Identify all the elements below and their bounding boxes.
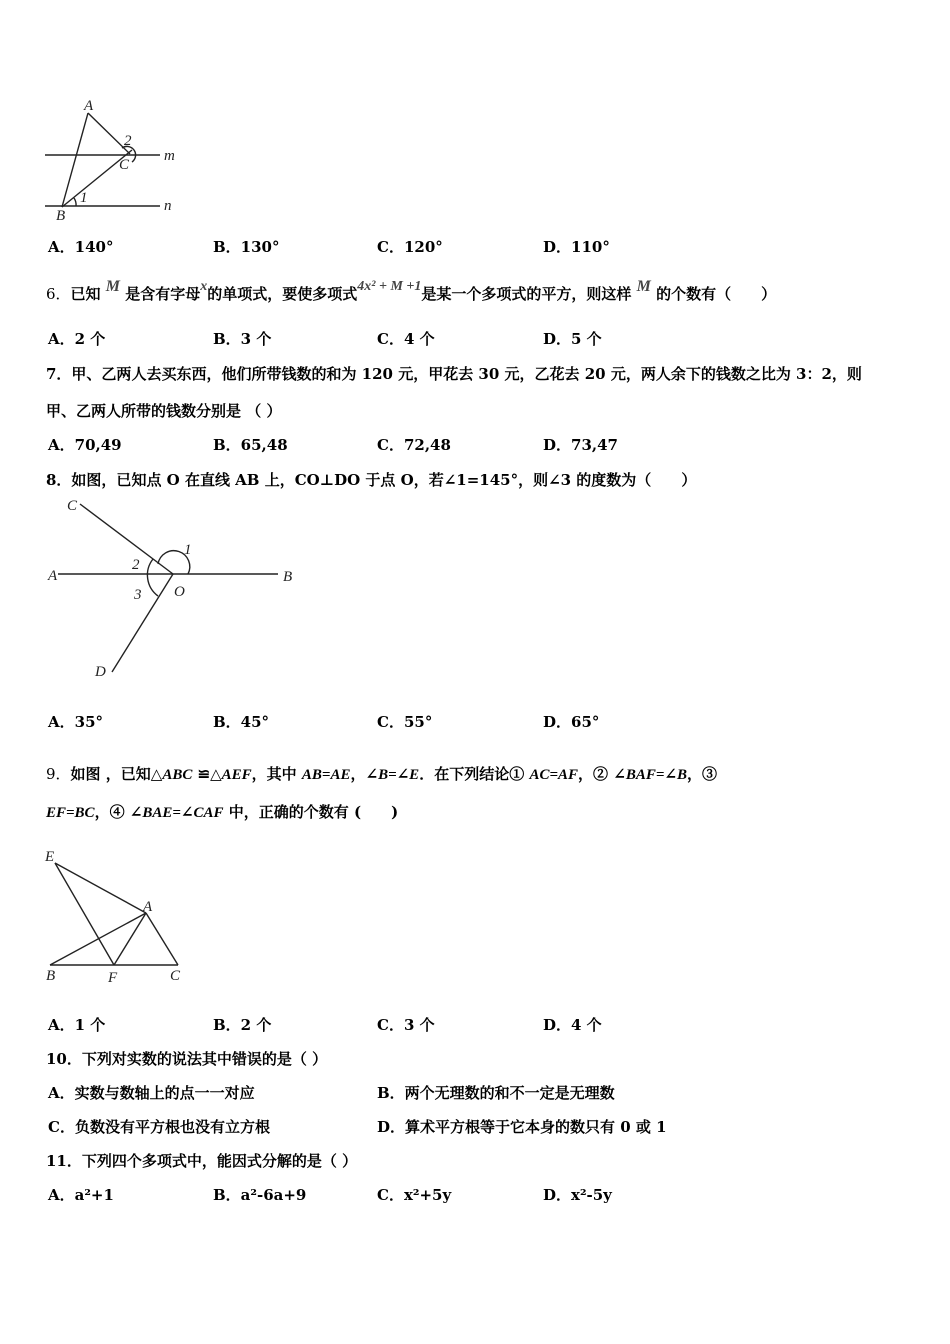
q9-ef-bc: EF=BC (46, 805, 95, 821)
question-8: 8．如图，已知点 O 在直线 AB 上，CO⊥DO 于点 O，若∠1=145°，则∠3 的度数为（ ） (46, 471, 697, 489)
q10-option-a[interactable]: A．实数与数轴上的点一一对应 (48, 1084, 255, 1102)
q8-option-d[interactable]: D．65° (543, 713, 600, 731)
q6-option-d[interactable]: D．5 个 (543, 330, 602, 348)
segment-ef (55, 863, 114, 965)
q6-text-3: 的单项式，要使多项式 (207, 285, 358, 303)
q9-text-6: ，② ∠ (578, 765, 626, 783)
q9-ab-ae: AB=AE (301, 767, 351, 783)
label-c: C (119, 157, 130, 173)
q6-m-symbol: M (105, 278, 121, 295)
q7-option-b[interactable]: B．65,48 (213, 436, 288, 454)
q5-option-d[interactable]: D．110° (543, 238, 610, 256)
q6-text-1: 已知 (70, 285, 101, 303)
label-e: E (45, 849, 55, 865)
label-b: B (56, 208, 66, 224)
q10-option-b[interactable]: B．两个无理数的和不一定是无理数 (377, 1084, 615, 1102)
q8-option-a[interactable]: A．35° (48, 713, 104, 731)
label-c: C (67, 498, 78, 514)
q9-ac-af: AC=AF (529, 767, 579, 783)
q11-option-a[interactable]: A．a²+1 (48, 1186, 114, 1204)
question-9-line-2 (46, 801, 398, 822)
q9-text-8: ，④ ∠ (94, 803, 143, 821)
q5-option-b[interactable]: B．130° (213, 238, 280, 256)
label-angle-1: 1 (80, 190, 88, 206)
q9-baf-b: BAF=∠B (625, 767, 687, 783)
q6-x-symbol: x (200, 279, 208, 294)
q11-option-d[interactable]: D．x²-5y (543, 1186, 612, 1204)
label-a: A (84, 98, 94, 114)
q8-option-b[interactable]: B．45° (213, 713, 270, 731)
q9-option-b[interactable]: B．2 个 (213, 1016, 272, 1034)
label-o: O (174, 584, 185, 600)
q9-abc: ABC (162, 767, 193, 783)
q9-text-5: ．在下列结论① (419, 765, 530, 783)
segment-ac (146, 913, 178, 965)
angle-1-arc (74, 198, 76, 206)
q9-option-c[interactable]: C．3 个 (377, 1016, 435, 1034)
q7-option-d[interactable]: D．73,47 (543, 436, 618, 454)
question-11: 11．下列四个多项式中，能因式分解的是（ ） (46, 1152, 358, 1170)
q9-bae-caf: BAE=∠CAF (142, 805, 224, 821)
label-angle-1: 1 (184, 542, 192, 558)
question-10: 10．下列对实数的说法其中错误的是（ ） (46, 1050, 328, 1068)
question-9-line-1 (46, 763, 717, 784)
question-6 (46, 278, 777, 304)
ray-oc (80, 504, 173, 574)
label-f: F (108, 970, 118, 986)
label-a: A (143, 899, 153, 915)
label-angle-2: 2 (124, 133, 132, 149)
q5-option-c[interactable]: C．120° (377, 238, 443, 256)
q9-aef: AEF (221, 767, 252, 783)
q6-option-c[interactable]: C．4 个 (377, 330, 435, 348)
q6-number: 6． (46, 285, 71, 303)
label-c: C (170, 968, 181, 984)
q6-option-b[interactable]: B．3 个 (213, 330, 272, 348)
label-n: n (164, 198, 172, 214)
segment-fa (114, 913, 146, 965)
q9-number: 9． (46, 765, 71, 783)
label-m: m (164, 148, 175, 164)
segment-ba (50, 913, 146, 965)
label-angle-3: 3 (134, 587, 142, 603)
label-d: D (95, 664, 106, 680)
q9-option-d[interactable]: D．4 个 (543, 1016, 602, 1034)
q8-option-c[interactable]: C．55° (377, 713, 433, 731)
q6-option-a[interactable]: A．2 个 (48, 330, 106, 348)
q9-text-4: ，∠ (350, 765, 379, 783)
q6-m-symbol-2: M (636, 278, 651, 295)
label-b: B (283, 569, 293, 585)
q7-option-c[interactable]: C．72,48 (377, 436, 451, 454)
q9-text-7: ，③ (686, 765, 717, 783)
q9-text-2: ≌△ (192, 765, 222, 783)
angle-figure (40, 492, 310, 687)
label-b: B (46, 968, 56, 984)
q10-option-d[interactable]: D．算术平方根等于它本身的数只有 0 或 1 (377, 1118, 667, 1136)
q9-text-1: 如图 ，已知△ (70, 765, 163, 783)
parallel-lines-figure (40, 92, 190, 227)
q9-b-e: B=∠E (378, 767, 420, 783)
triangle-figure (40, 845, 200, 990)
q7-line-2: 甲、乙两人所带的钱数分别是 （ ） (46, 402, 282, 420)
label-a: A (48, 568, 58, 584)
label-angle-2: 2 (132, 557, 140, 573)
q7-option-a[interactable]: A．70,49 (48, 436, 122, 454)
q6-text-4: 是某一个多项式的平方，则这样 (421, 285, 632, 303)
q9-text-3: ，其中 (251, 765, 302, 783)
q7-line-1: 7．甲、乙两人去买东西，他们所带钱数的和为 120 元，甲花去 30 元，乙花去 20 元，两人余下的钱数之比为 3：2，则 (46, 365, 862, 383)
ray-od (112, 574, 173, 672)
angle-3-arc (147, 559, 158, 596)
q6-text-5: 的个数有（ ） (656, 285, 777, 303)
q9-text-9: 中，正确的个数有 ( ) (223, 803, 399, 821)
q9-option-a[interactable]: A．1 个 (48, 1016, 106, 1034)
q11-option-c[interactable]: C．x²+5y (377, 1186, 452, 1204)
q6-polynomial: 4x² + M +1 (357, 279, 422, 294)
q6-text-2: 是含有字母 (125, 285, 201, 303)
q10-option-c[interactable]: C．负数没有平方根也没有立方根 (48, 1118, 270, 1136)
segment-ea (55, 863, 146, 913)
q11-option-b[interactable]: B．a²-6a+9 (213, 1186, 307, 1204)
q5-option-a[interactable]: A．140° (48, 238, 114, 256)
